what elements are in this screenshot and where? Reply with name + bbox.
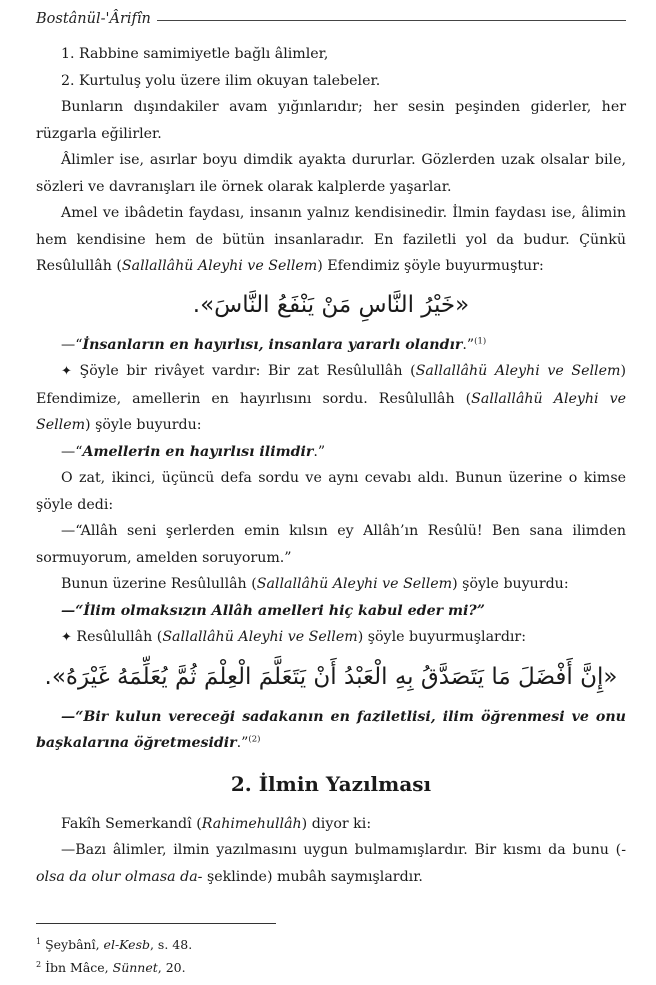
quote-4	[36, 704, 626, 757]
text-segment: , s. 48.	[149, 937, 193, 952]
quote-3: —“İlim olmaksızın Allâh amelleri hiç kabul eder mi?”	[61, 602, 485, 619]
paragraph-seni: —“Allâh seni şerlerden emin kılsın ey Allâh’ın Resûlü! Ben sana ilimden sormuyorum, amelden soruyorum.”	[36, 523, 626, 566]
footnote-rule	[36, 923, 276, 924]
footnote-number: 2	[36, 959, 42, 969]
arabic-hadith-1: «خَيْرُ النَّاسِ مَنْ يَنْفَعُ النَّاسَ».	[192, 291, 470, 318]
quote-1	[36, 332, 626, 359]
quote-2	[36, 439, 626, 466]
paragraph-bazi-alimler	[36, 837, 626, 890]
text-segment: Amel ve ibâdetin faydası, insanın yalnız kendisinedir. İlmin faydası ise, âlimin hem kendisine hem de bütün insanlaradır. En faziletli yol da budur. Çünkü Resûlullâh (	[36, 205, 626, 274]
footnote-ref-2[interactable]: (2)	[248, 734, 261, 745]
list-item-1: 1. Rabbine samimiyetle bağlı âlimler,	[61, 46, 329, 62]
quote-end: .”	[236, 735, 249, 751]
quote-dash: —“	[61, 336, 83, 353]
text-segment: Resûlullâh (	[71, 629, 163, 645]
footnotes	[36, 933, 626, 979]
star-ornament-icon: ✦	[61, 630, 72, 645]
honorific-text: Rahimehullâh	[201, 815, 302, 832]
running-header	[36, 6, 626, 32]
header-title: Bostânül-'Ârifîn	[36, 11, 151, 27]
quote-bold-text: —“Bir kulun vereceği sadakanın en faziletlisi, ilim öğrenmesi ve onu başkalarına öğretmesidir	[36, 708, 626, 751]
quote-dash: —“	[61, 443, 83, 460]
salawat-text: Sallallâhü Aleyhi ve Sellem	[162, 629, 358, 645]
book-title: el-Kesb	[103, 937, 150, 952]
paragraph-avam: Bunların dışındakiler avam yığınlarıdır; her sesin peşinden giderler, her rüzgarla eğilirler.	[36, 99, 626, 142]
section-heading: 2. İlmin Yazılması	[230, 771, 432, 796]
salawat-text: Sallallâhü Aleyhi ve Sellem	[36, 390, 626, 433]
salawat-text: Sallallâhü Aleyhi ve Sellem	[121, 258, 318, 274]
page-body	[36, 41, 626, 890]
text-segment: Bunun üzerine Resûlullâh (	[61, 576, 257, 592]
text-segment: İbn Mâce,	[41, 960, 113, 975]
paragraph-alimler: Âlimler ise, asırlar boyu dimdik ayakta dururlar. Gözlerden uzak olsalar bile, sözleri ve davranışları ile örnek olarak kalplerde yaşarlar.	[36, 152, 626, 195]
header-rule	[157, 20, 626, 21]
text-segment: , 20.	[157, 960, 186, 975]
text-segment: Şöyle bir rivâyet vardır: Bir zat Resûlullâh (	[71, 363, 416, 379]
italic-phrase: -olsa da olur olmasa da-	[36, 842, 626, 885]
footnote-2	[36, 956, 626, 979]
arabic-hadith-2: «إِنَّ أَفْضَلَ مَا يَتَصَدَّقُ بِهِ الْعَبْدُ أَنْ يَتَعَلَّمَ الْعِلْمَ ثُمَّ يُعَلِّمَهُ غَيْرَهُ».	[44, 663, 618, 690]
salawat-text: Sallallâhü Aleyhi ve Sellem	[256, 576, 453, 592]
paragraph-amel	[36, 200, 626, 280]
text-segment: ) Efendimize, amellerin en hayırlısını sordu. Resûlullâh (	[36, 363, 626, 407]
paragraph-buyurmuslardir	[36, 624, 626, 652]
text-segment: —Bazı âlimler, ilmin yazılmasını uygun bulmamışlardır. Bir kısmı da bunu (	[61, 842, 622, 858]
text-segment: Şeybânî,	[41, 937, 104, 952]
star-ornament-icon: ✦	[61, 364, 72, 379]
footnote-number: 1	[36, 936, 42, 946]
list-item-2: 2. Kurtuluş yolu üzere ilim okuyan talebeler.	[61, 72, 381, 89]
text-segment: ) şöyle buyurdu:	[85, 417, 202, 433]
footnote-1	[36, 933, 626, 956]
paragraph-rivayet	[36, 358, 626, 439]
paragraph-fakih	[36, 811, 626, 838]
text-segment: ) diyor ki:	[301, 815, 372, 832]
paragraph-uzerine	[36, 571, 626, 598]
quote-end: .”	[462, 336, 475, 353]
text-segment: ) Efendimiz şöyle buyurmuştur:	[317, 258, 544, 274]
text-segment: ) şöyle buyurmuşlardır:	[357, 629, 526, 645]
book-title: Sünnet	[112, 960, 158, 975]
text-segment: Fakîh Semerkandî (	[61, 815, 202, 832]
quote-end: .”	[313, 443, 326, 460]
quote-bold-text: İnsanların en hayırlısı, insanlara yararlı olandır	[82, 336, 463, 353]
quote-bold-text: Amellerin en hayırlısı ilimdir	[82, 443, 314, 460]
footnote-ref-1[interactable]: (1)	[474, 335, 487, 346]
salawat-text: Sallallâhü Aleyhi ve Sellem	[415, 363, 621, 379]
text-segment: şeklinde) mubâh saymışlardır.	[202, 868, 423, 885]
text-segment: ) şöyle buyurdu:	[452, 576, 569, 592]
paragraph-ikinci: O zat, ikinci, üçüncü defa sordu ve aynı cevabı aldı. Bunun üzerine o kimse şöyle dedi:	[36, 470, 626, 513]
